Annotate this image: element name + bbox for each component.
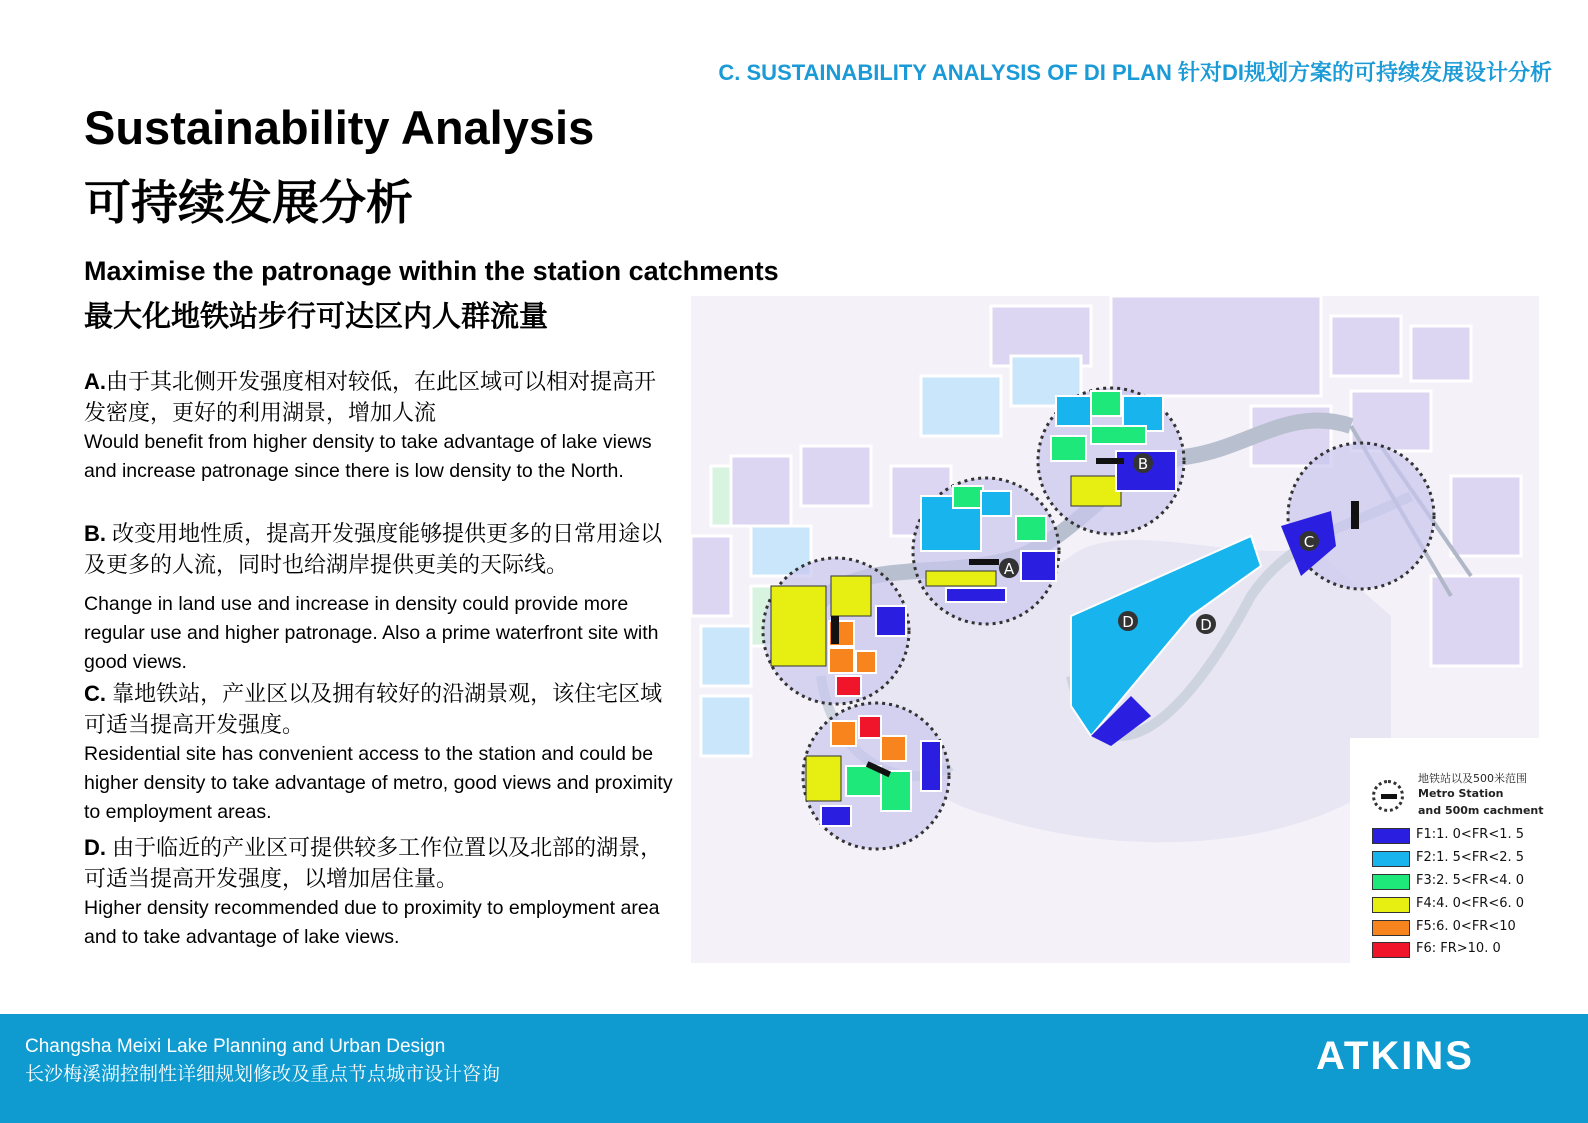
legend-title-en-2: and 500m cachment [1418, 804, 1544, 817]
legend-label: F2:1. 5<FR<2. 5 [1416, 850, 1525, 865]
item-text-cn: 由于临近的产业区可提供较多工作位置以及北部的湖景，可适当提高开发强度，以增加居住量。 [84, 835, 663, 891]
station-label-b: B [1137, 455, 1149, 473]
item-a [84, 366, 674, 486]
station-label-c: C [1303, 533, 1315, 551]
item-letter: A. [84, 369, 106, 394]
item-d [84, 832, 674, 952]
item-text-cn: 改变用地性质，提高开发强度能够提供更多的日常用途以及更多的人流，同时也给湖岸提供更美的天际线。 [84, 521, 663, 577]
legend-swatch [1372, 851, 1410, 867]
legend-title-en-1: Metro Station [1418, 787, 1504, 800]
footer-bar [0, 1014, 1588, 1123]
item-letter: B. [84, 521, 106, 546]
item-text-cn: 由于其北侧开发强度相对较低，在此区域可以相对提高开发密度，更好的利用湖景，增加人流 [84, 369, 657, 425]
item-text-en: Would benefit from higher density to take advantage of lake views and increase patronage since there is low density to the North. [84, 431, 652, 482]
item-text-en: Residential site has convenient access to the station and could be higher density to take advantage of metro, good views and proximity to employment areas. [84, 743, 673, 823]
station-label-d1: D [1122, 613, 1134, 631]
metro-station-bar-icon [1381, 794, 1397, 799]
legend-swatch [1372, 874, 1410, 890]
legend-label: F5:6. 0<FR<10 [1416, 919, 1516, 934]
legend-label: F6: FR>10. 0 [1416, 941, 1501, 956]
station-label-a: A [1003, 560, 1015, 578]
atkins-logo: ATKINS [1316, 1034, 1474, 1078]
footer-project-en: Changsha Meixi Lake Planning and Urban Design [25, 1036, 446, 1057]
section-header: C. SUSTAINABILITY ANALYSIS OF DI PLAN 针对DI规划方案的可持续发展设计分析 [718, 60, 1552, 85]
legend-swatch [1372, 897, 1410, 913]
footer-project-cn: 长沙梅溪湖控制性详细规划修改及重点节点城市设计咨询 [25, 1064, 501, 1085]
page-title-en: Sustainability Analysis [84, 101, 595, 154]
item-letter: C. [84, 681, 106, 706]
legend-label: F3:2. 5<FR<4. 0 [1416, 873, 1525, 888]
item-b [84, 518, 674, 677]
legend-label: F4:4. 0<FR<6. 0 [1416, 896, 1525, 911]
legend-swatch [1372, 920, 1410, 936]
item-text-en: Change in land use and increase in density could provide more regular use and higher patronage. Also a prime waterfront site with good views. [84, 593, 659, 673]
legend-swatch [1372, 828, 1410, 844]
subtitle-cn: 最大化地铁站步行可达区内人群流量 [84, 301, 549, 333]
page-title-cn: 可持续发展分析 [84, 176, 413, 229]
item-letter: D. [84, 835, 106, 860]
legend-swatch [1372, 942, 1410, 958]
station-label-d2: D [1200, 616, 1212, 634]
subtitle-en: Maximise the patronage within the station catchments [84, 256, 779, 286]
legend-label: F1:1. 0<FR<1. 5 [1416, 827, 1525, 842]
legend-title-cn: 地铁站以及500米范围 [1418, 772, 1527, 785]
map-legend [1350, 738, 1544, 963]
item-c [84, 678, 674, 827]
item-text-en: Higher density recommended due to proximity to employment area and to take advantage of lake views. [84, 897, 660, 948]
item-text-cn: 靠地铁站，产业区以及拥有较好的沿湖景观，该住宅区域可适当提高开发强度。 [84, 681, 663, 737]
